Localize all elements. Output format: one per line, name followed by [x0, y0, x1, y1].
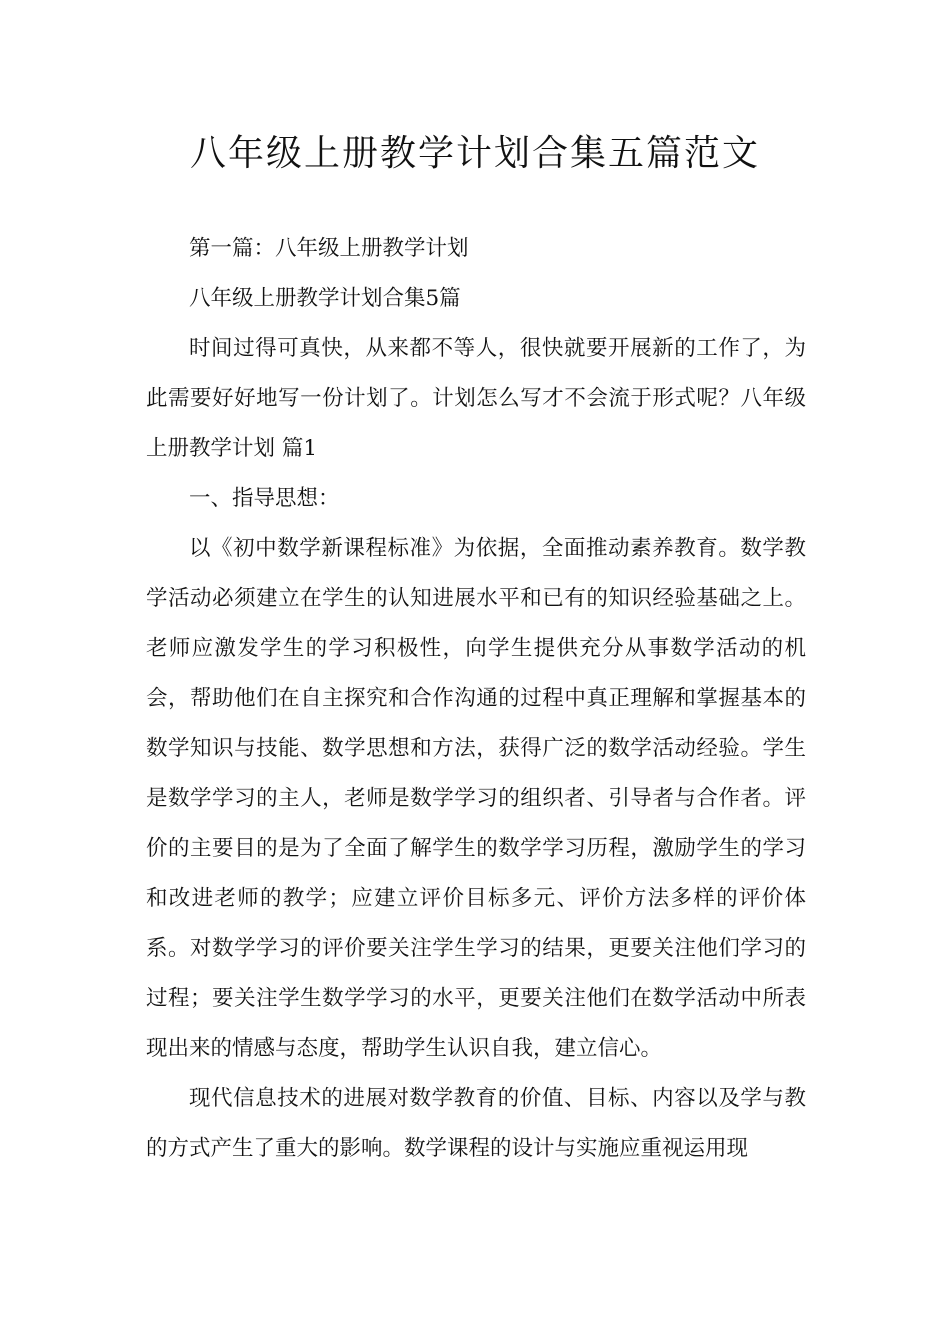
body-paragraph: 以《初中数学新课程标准》为依据，全面推动素养教育。数学教学活动必须建立在学生的认知进展水平和已有的知识经验基础之上。老师应激发学生的学习积极性，向学生提供充分从事数学活动的机会，帮助他们在自主探究和合作沟通的过程中真正理解和掌握基本的数学知识与技能、数学思想和方法，获得广泛的数学活动经验。学生是数学学习的主人，老师是数学学习的组织者、引导者与合作者。评价的主要目的是为了全面了解学生的数学学习历程，激励学生的学习和改进老师的教学；应建立评价目标多元、评价方法多样的评价体系。对数学学习的评价要关注学生学习的结果，更要关注他们学习的过程；要关注学生数学学习的水平，更要关注他们在数学活动中所表现出来的情感与态度，帮助学生认识自我，建立信心。: [146, 536, 806, 1061]
body-paragraph: 现代信息技术的进展对数学教育的价值、目标、内容以及学与教的方式产生了重大的影响。数学课程的设计与实施应重视运用现: [146, 1086, 806, 1161]
document-title: 八年级上册教学计划合集五篇范文: [189, 133, 760, 174]
section-heading: 第一篇：八年级上册教学计划: [189, 236, 469, 261]
document-body: [146, 224, 806, 1174]
intro-paragraph: 时间过得可真快，从来都不等人，很快就要开展新的工作了，为此需要好好地写一份计划了。计划怎么写才不会流于形式呢？八年级上册教学计划 篇1: [146, 336, 806, 461]
guiding-thought-heading: 一、指导思想：: [189, 486, 340, 511]
subtitle-line: 八年级上册教学计划合集5篇: [189, 286, 461, 311]
